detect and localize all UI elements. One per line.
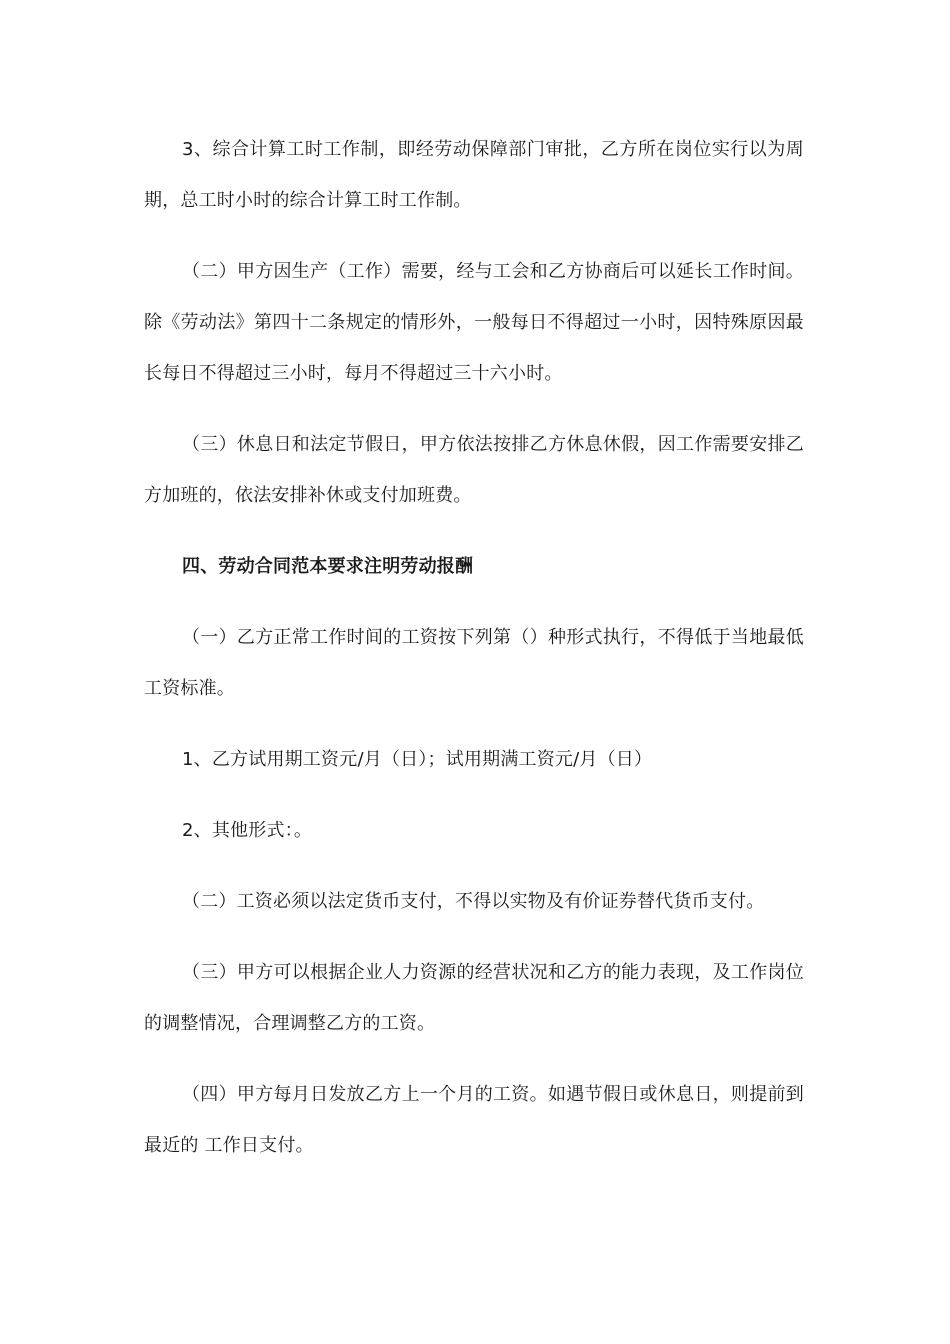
paragraph-legal-currency: （二）工资必须以法定货币支付，不得以实物及有价证券替代货币支付。	[182, 891, 765, 912]
paragraph-rest-days-holidays: （三）休息日和法定节假日，甲方依法按排乙方休息休假，因工作需要安排乙方加班的，依法安排补休或支付加班费。	[144, 434, 804, 506]
paragraph-wage-item-2: 2、其他形式：。	[182, 820, 313, 841]
paragraph-payment-date: （四）甲方每月日发放乙方上一个月的工资。如遇节假日或休息日，则提前到最近的 工作日支付。	[144, 1084, 804, 1156]
paragraph-overtime-extension: （二）甲方因生产（工作）需要，经与工会和乙方协商后可以延长工作时间。除《劳动法》第四十二条规定的情形外，一般每日不得超过一小时，因特殊原因最长每日不得超过三小时，每月不得超过三十六小时。	[144, 261, 804, 384]
paragraph-wage-adjustment: （三）甲方可以根据企业人力资源的经营状况和乙方的能力表现，及工作岗位的调整情况，合理调整乙方的工资。	[144, 962, 804, 1034]
document-body	[144, 124, 804, 1171]
paragraph-wage-item-1: 1、乙方试用期工资元/月（日）；试用期满工资元/月（日）	[182, 749, 653, 770]
section-heading-labor-remuneration: 四、劳动合同范本要求注明劳动报酬	[182, 556, 474, 577]
paragraph-wage-form: （一）乙方正常工作时间的工资按下列第（）种形式执行，不得低于当地最低工资标准。	[144, 627, 804, 699]
paragraph-working-hours-item-3: 3、综合计算工时工作制，即经劳动保障部门审批，乙方所在岗位实行以为周期，总工时小时的综合计算工时工作制。	[144, 139, 804, 211]
